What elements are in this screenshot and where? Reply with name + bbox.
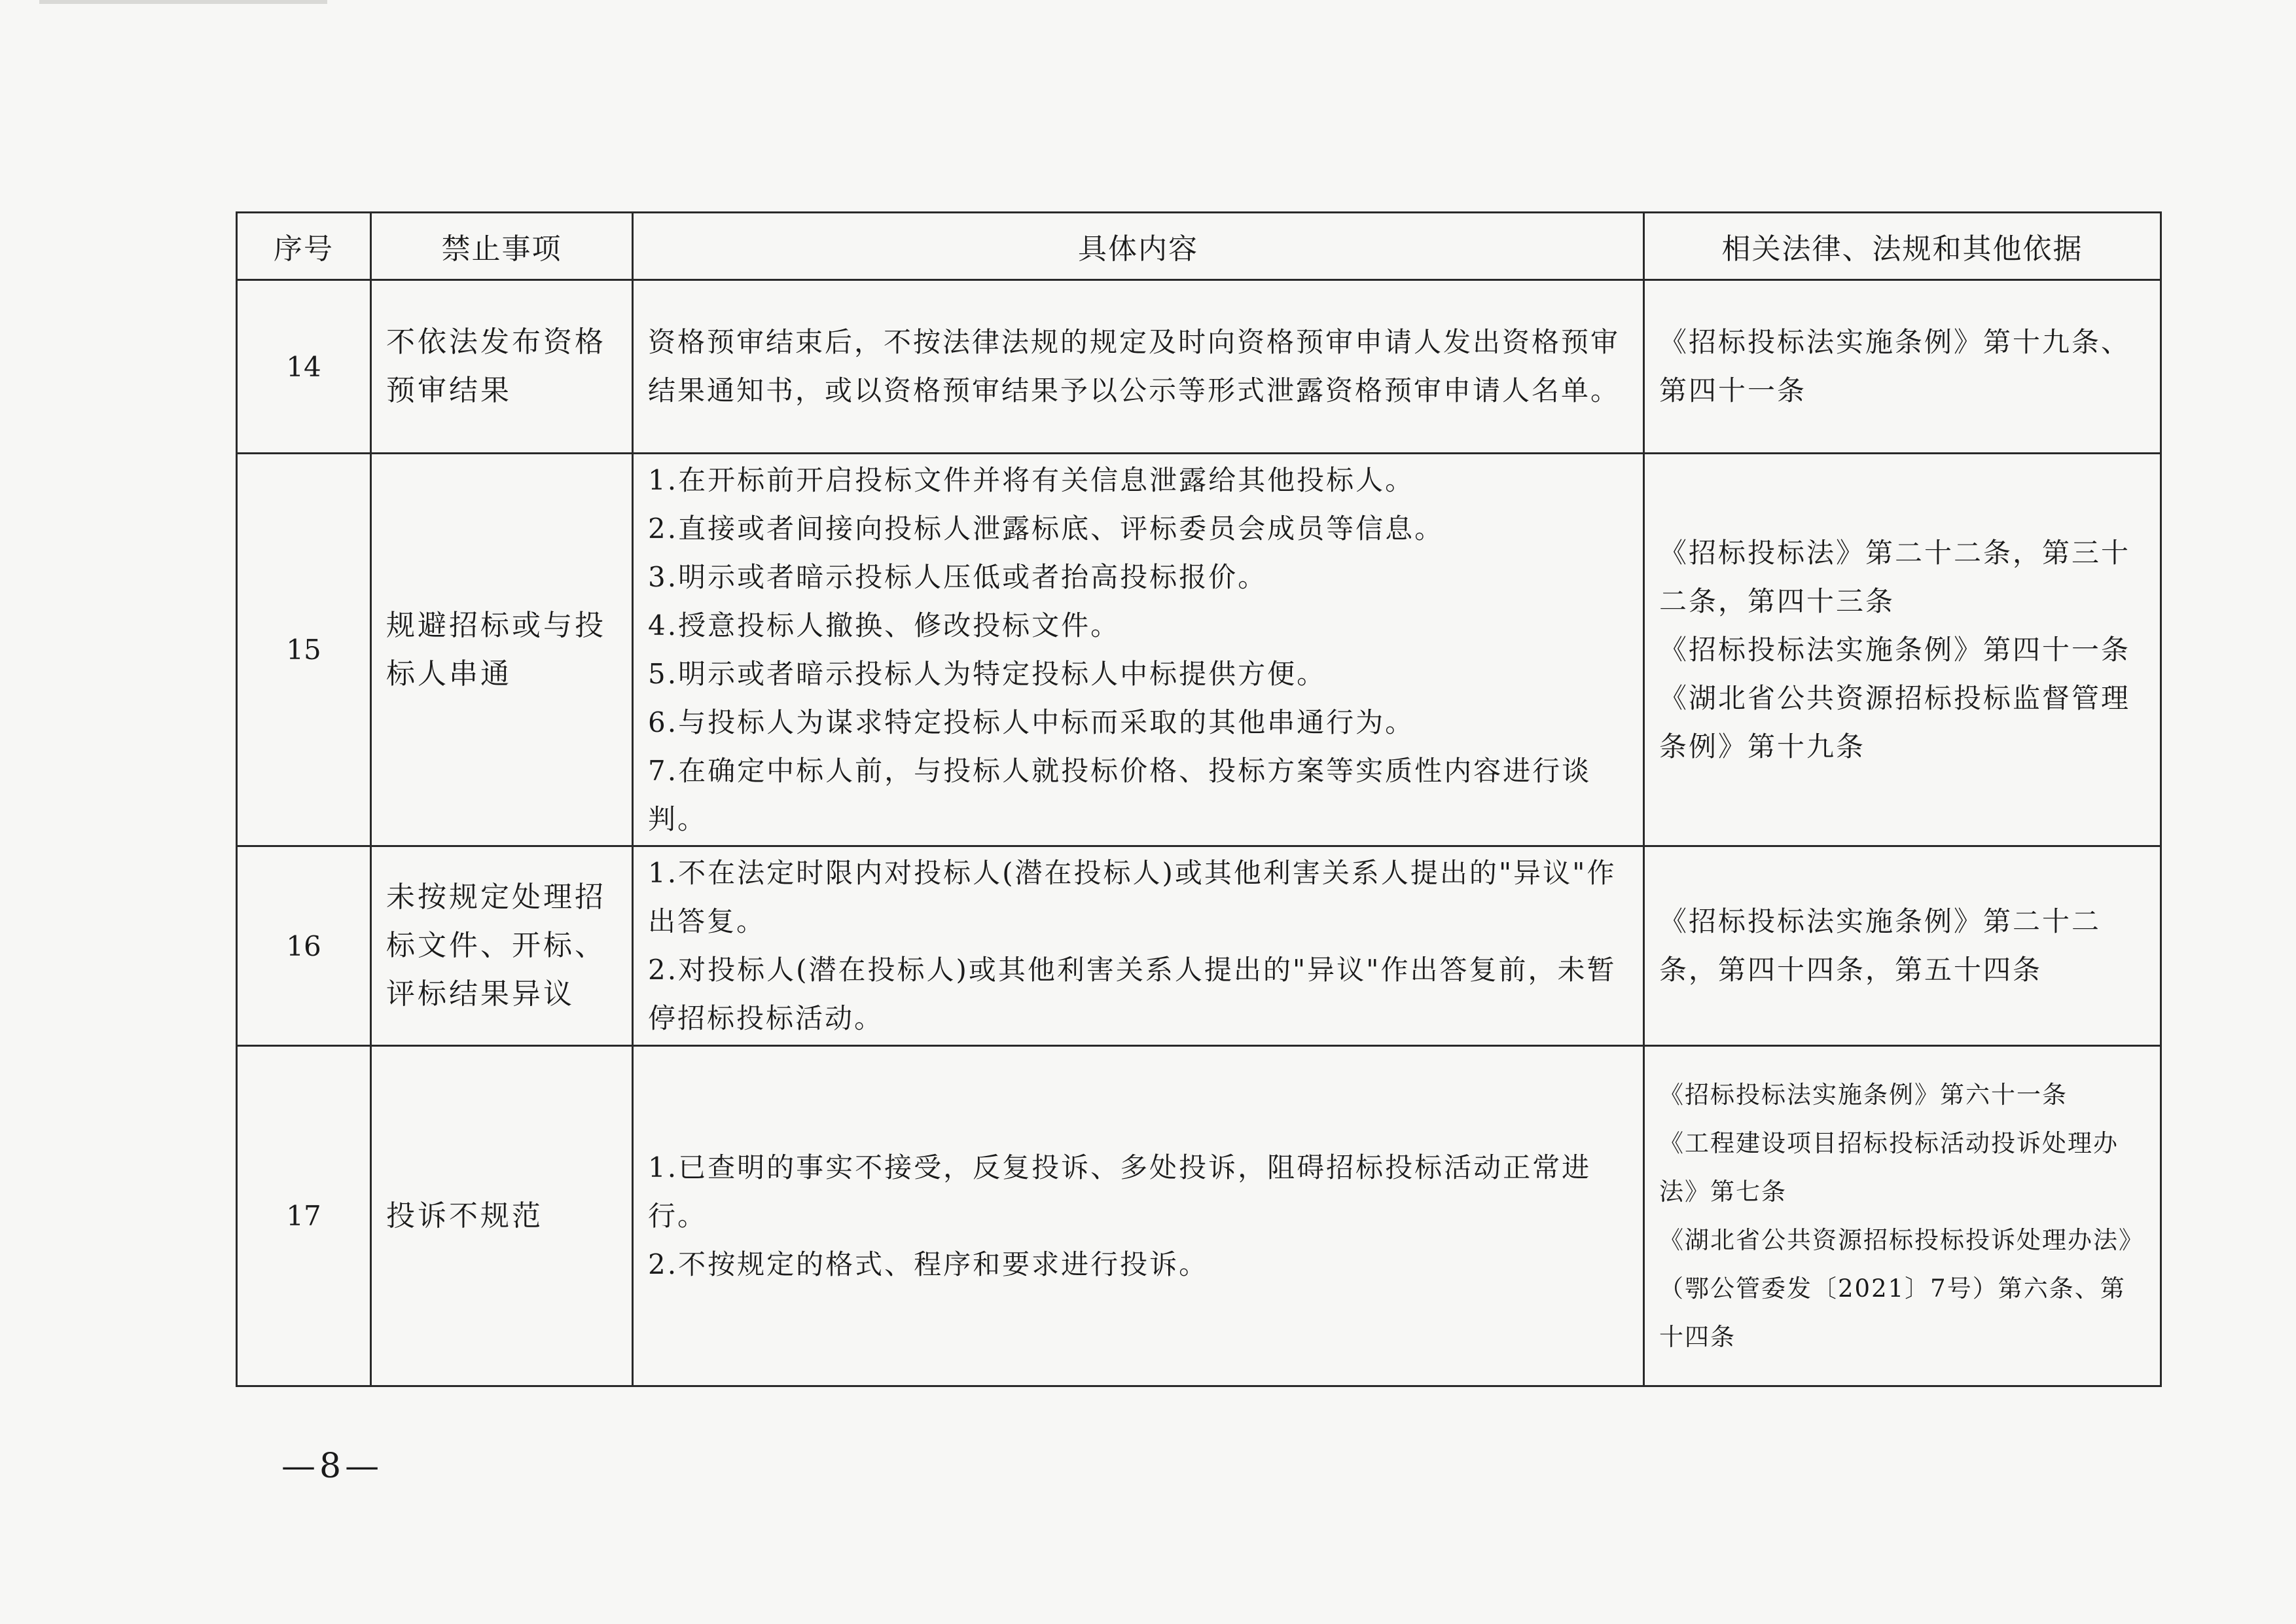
row-content [633,846,1644,1046]
regulation-table [236,211,2162,1387]
content-line: 4.授意投标人撤换、修改投标文件。 [648,609,1121,641]
row-serial-number: 16 [237,846,371,1046]
content-line: 6.与投标人为谋求特定投标人中标而采取的其他串通行为。 [648,706,1415,738]
content-line: 1.已查明的事实不接受，反复投诉、多处投诉，阻碍招标投标活动正常进行。 [648,1151,1592,1232]
content-line: 1.在开标前开启投标文件并将有关信息泄露给其他投标人。 [648,463,1415,496]
content-line: 3.明示或者暗示投标人压低或者抬高投标报价。 [648,560,1268,593]
law-line: 《湖北省公共资源招标投标投诉处理办法》（鄂公管委发〔2021〕7号）第六条、第十四条 [1659,1225,2144,1351]
law-line: 《湖北省公共资源招标投标监督管理条例》第十九条 [1659,681,2131,763]
row-prohibited-item: 规避招标或与投标人串通 [371,454,633,846]
table-row [237,1046,2161,1386]
row-content [633,1046,1644,1386]
header-prohibited-item: 禁止事项 [371,213,633,280]
law-line: 《招标投标法》第二十二条，第三十二条，第四十三条 [1659,536,2131,617]
scan-edge-mark [39,0,327,4]
table-row [237,846,2161,1046]
row-legal-basis [1644,454,2161,846]
header-serial-number: 序号 [237,213,371,280]
law-line: 《招标投标法实施条例》第二十二条，第四十四条，第五十四条 [1659,905,2102,986]
content-line: 1.不在法定时限内对投标人(潜在投标人)或其他利害关系人提出的"异议"作出答复。 [648,857,1617,937]
content-line: 2.不按规定的格式、程序和要求进行投诉。 [648,1248,1209,1280]
law-line: 《工程建设项目招标投标活动投诉处理办法》第七条 [1659,1128,2119,1206]
content-line: 2.直接或者间接向投标人泄露标底、评标委员会成员等信息。 [648,512,1444,545]
content-line: 7.在确定中标人前，与投标人就投标价格、投标方案等实质性内容进行谈判。 [648,754,1592,835]
row-legal-basis [1644,1046,2161,1386]
row-legal-basis [1644,280,2161,454]
row-prohibited-item: 未按规定处理招标文件、开标、评标结果异议 [371,846,633,1046]
law-line: 《招标投标法实施条例》第六十一条 [1659,1080,2068,1109]
row-serial-number: 17 [237,1046,371,1386]
row-legal-basis [1644,846,2161,1046]
header-specific-content: 具体内容 [633,213,1644,280]
row-content [633,280,1644,454]
content-line: 2.对投标人(潜在投标人)或其他利害关系人提出的"异议"作出答复前，未暂停招标投标活动。 [648,954,1617,1034]
law-line: 《招标投标法实施条例》第十九条、第四十一条 [1659,326,2131,406]
table-row [237,454,2161,846]
content-line: 5.明示或者暗示投标人为特定投标人中标提供方便。 [648,657,1327,690]
page-number: —8— [281,1447,384,1486]
header-legal-basis: 相关法律、法规和其他依据 [1644,213,2161,280]
row-content [633,454,1644,846]
content-line: 资格预审结束后，不按法律法规的规定及时向资格预审申请人发出资格预审结果通知书，或以资格预审结果予以公示等形式泄露资格预审申请人名单。 [648,326,1621,406]
row-serial-number: 15 [237,454,371,846]
law-line: 《招标投标法实施条例》第四十一条 [1659,633,2131,666]
table-header-row [237,213,2161,280]
row-prohibited-item: 不依法发布资格预审结果 [371,280,633,454]
table-row [237,280,2161,454]
row-prohibited-item: 投诉不规范 [371,1046,633,1386]
row-serial-number: 14 [237,280,371,454]
